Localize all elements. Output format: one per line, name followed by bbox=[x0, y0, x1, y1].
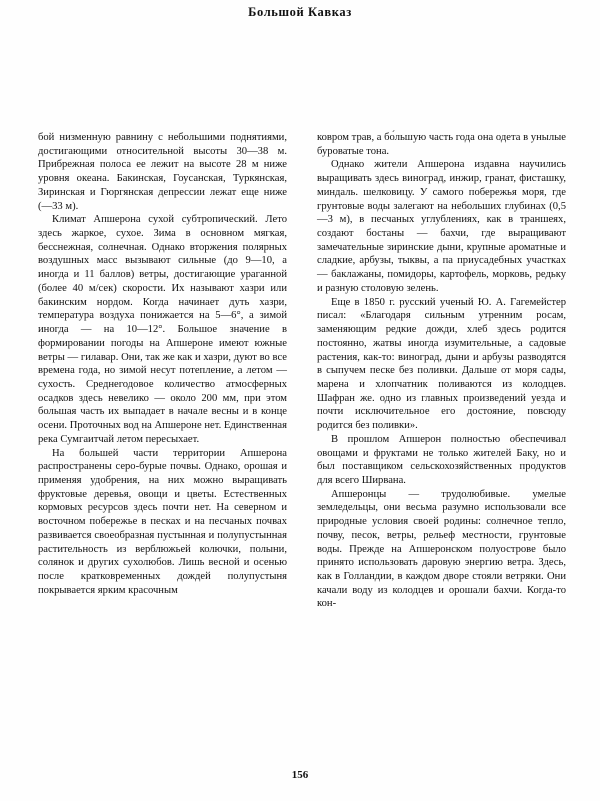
paragraph: На большей части территории Апшерона распространены серо-бурые почвы. Однако, орошая и применяя удобрения, на них можно выращивать фруктовые деревья, овощи и цветы. Естественных кормовых ресурсов здесь почти нет. На северном и восточном побережье в песках и на песчаных почвах развивается своеобразная пустынная и полупустынная растительность из верблюжьей колючки, полыни, солянок и других сухолюбов. Лишь весной и осенью после кратковременных дождей полупустыня покрывается ярким красочным bbox=[38, 447, 287, 596]
body-columns bbox=[38, 131, 566, 746]
paragraph: Климат Апшерона сухой субтропический. Лето здесь жаркое, сухое. Зима в основном мягкая, бесснежная, солнечная. Однако вторжения полярных воздушных масс вызывают сильные (до 9—10, а иногда и 11 баллов) ветры, достигающие ураганной (более 40 м/сек) скорости. Их называют хазри или бакинским нордом. Когда начинает дуть хазри, температура воздуха понижается на 5—6°, а зимой иногда — на 10—12°. Большое значение в формировании погоды на Апшероне имеют южные ветры — гилавар. Они, так же как и хазри, дуют во все времена года, но зимой несут потепление, а летом — сухость. Среднегодовое количество атмосферных осадков здесь невелико — около 200 мм, при этом большая часть их выпадает в начале весны и в конце осени. Проточных вод на Апшероне нет. Единственная река Сумгаитчай летом пересыхает. bbox=[38, 214, 287, 445]
right-text-column bbox=[317, 131, 566, 746]
paragraph: бой низменную равнину с небольшими поднятиями, достигающими относительной высоты 30—38 м. Прибрежная полоса ее лежит на высоте 28 м ниже уровня океана. Бакинская, Гоусанская, Туркянская, Зиринская и Гюргянская депрессии лежат еще ниже (—33 м). bbox=[38, 132, 287, 212]
paragraph: Однако жители Апшерона издавна научились выращивать здесь виноград, инжир, гранат, фисташку, миндаль. шелковицу. У самого побережья моря, где грунтовые воды залегают на небольших глубинах (0,5—3 м), в песчаных углублениях, как в траншеях, создают бостаны — бахчи, где выращивают замечательные зиринские дыни, крупные ароматные и сладкие, арбузы, тыквы, а па приусадебных участках — баклажаны, помидоры, картофель, морковь, редьку и разную столовую зелень. bbox=[317, 159, 566, 294]
paragraph: Апшеронцы — трудолюбивые. умелые земледельцы, они весьма разумно использовали все природные условия своей родины: солнечное тепло, почву, песок, ветры, рельеф местности, грунтовые воды. Прежде на Апшеронском полуострове было принято использовать даровую энергию ветра. Здесь, как в Голландии, в каждом дворе стояли ветряки. Они качали воду из колодцев и орошали бахчи. Когда-то кон- bbox=[317, 488, 566, 610]
running-head: Большой Кавказ bbox=[248, 5, 352, 19]
paragraph: Еще в 1850 г. русский ученый Ю. А. Гагемейстер писал: «Благодаря сильным утренним росам, заменяющим редкие дожди, хлеб здесь родится постоянно, жатвы иногда изумительные, а садовые растения, как-то: виноград, дыни и арбузы разводятся в сыпучем песке без поливки. Дальше от моря сады, марена и хлопчатник поливаются из колодцев. Шафран же. одно из главных произведений уезда и почти исключительное его достояние, повсюду родится без поливки». bbox=[317, 296, 566, 432]
paragraph: В прошлом Апшерон полностью обеспечивал овощами и фруктами не только жителей Баку, но и был поставщиком сельскохозяйственных продуктов для всего Ширвана. bbox=[317, 433, 566, 486]
left-text-column bbox=[38, 131, 287, 746]
paragraph: ковром трав, а бо́льшую часть года она одета в унылые буроватые тона. bbox=[317, 132, 566, 157]
page-number: 156 bbox=[291, 769, 309, 781]
